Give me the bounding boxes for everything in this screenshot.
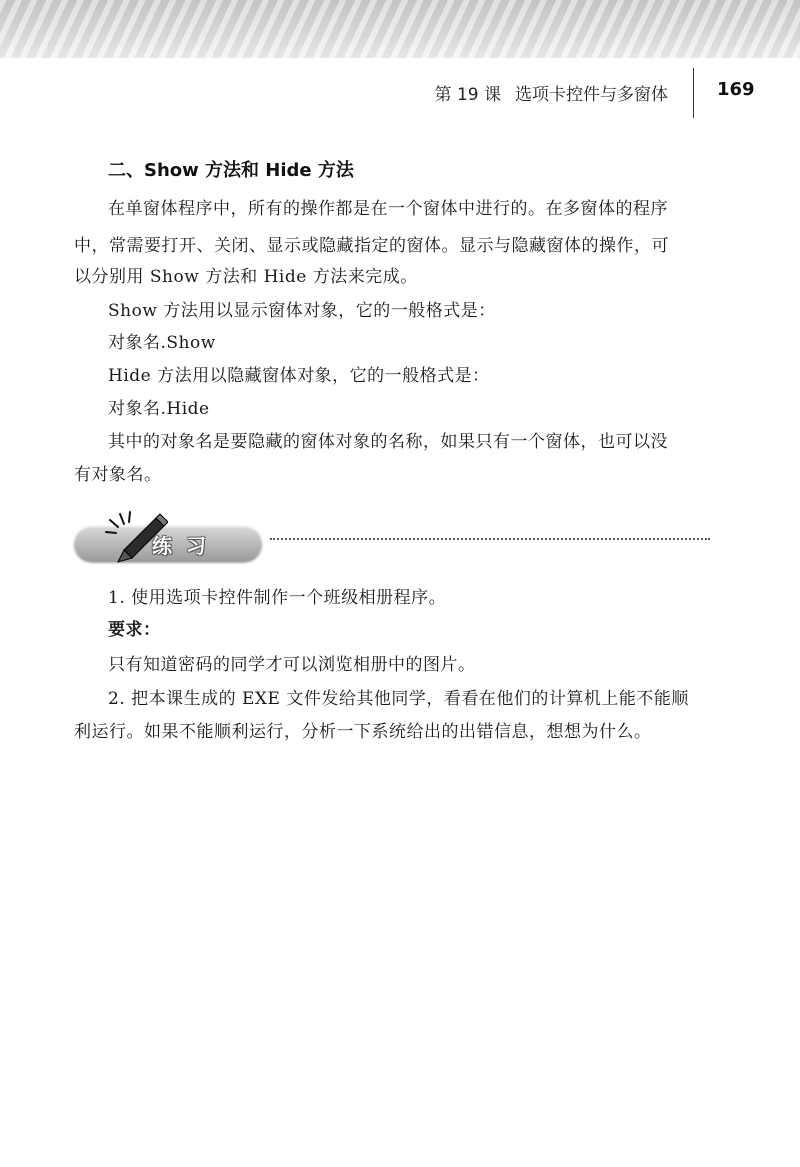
hide-syntax: 对象名.Hide bbox=[108, 399, 210, 419]
page-number: 169 bbox=[717, 79, 755, 100]
exercise-dotted-rule bbox=[270, 538, 710, 540]
show-syntax: 对象名.Show bbox=[108, 333, 216, 353]
section-title: 二、Show 方法和 Hide 方法 bbox=[108, 160, 354, 181]
intro-line-1: 在单窗体程序中，所有的操作都是在一个窗体中进行的。在多窗体的程序 bbox=[108, 199, 668, 219]
requirement-text: 只有知道密码的同学才可以浏览相册中的图片。 bbox=[108, 655, 476, 675]
exercise-banner bbox=[68, 506, 262, 568]
hide-description: Hide 方法用以隐藏窗体对象，它的一般格式是： bbox=[108, 366, 490, 386]
exercise-item-1: 1. 使用选项卡控件制作一个班级相册程序。 bbox=[108, 588, 447, 608]
note-line-2: 有对象名。 bbox=[74, 465, 162, 485]
header-divider bbox=[693, 68, 694, 118]
exercise-item-2-line-2: 利运行。如果不能顺利运行，分析一下系统给出的出错信息，想想为什么。 bbox=[74, 722, 652, 742]
intro-line-2: 中，常需要打开、关闭、显示或隐藏指定的窗体。显示与隐藏窗体的操作，可 bbox=[74, 236, 669, 256]
exercise-item-2-line-1: 2. 把本课生成的 EXE 文件发给其他同学，看看在他们的计算机上能不能顺 bbox=[108, 689, 689, 709]
header-chapter-title: 选项卡控件与多窗体 bbox=[515, 85, 668, 105]
exercise-banner-label: 练习 bbox=[152, 534, 220, 558]
header-title bbox=[435, 80, 668, 105]
show-description: Show 方法用以显示窗体对象，它的一般格式是： bbox=[108, 301, 496, 321]
note-line-1: 其中的对象名是要隐藏的窗体对象的名称，如果只有一个窗体，也可以没 bbox=[108, 432, 668, 452]
header-lesson: 第 19 课 bbox=[434, 85, 501, 105]
running-header bbox=[0, 68, 800, 118]
page-top-band bbox=[0, 0, 800, 58]
intro-line-3: 以分别用 Show 方法和 Hide 方法来完成。 bbox=[74, 267, 418, 287]
requirement-label: 要求： bbox=[108, 620, 161, 640]
